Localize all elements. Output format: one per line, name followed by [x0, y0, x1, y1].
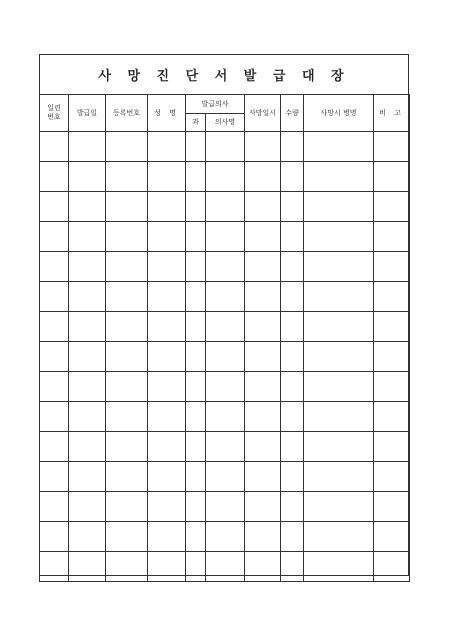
table-cell — [148, 432, 186, 462]
table-cell — [40, 432, 69, 462]
table-cell — [206, 432, 245, 462]
table-cell — [148, 222, 186, 252]
table-cell — [69, 162, 106, 192]
table-cell — [281, 402, 304, 432]
table-cell — [69, 342, 106, 372]
table-row — [40, 312, 410, 342]
table-cell — [206, 132, 245, 162]
table-cell — [281, 312, 304, 342]
table-cell — [40, 462, 69, 492]
table-cell — [304, 282, 374, 312]
ledger-rows — [40, 132, 410, 582]
table-cell — [69, 312, 106, 342]
table-cell — [245, 522, 281, 552]
table-cell — [40, 222, 69, 252]
table-cell — [304, 222, 374, 252]
table-cell — [69, 432, 106, 462]
table-cell — [69, 462, 106, 492]
table-cell — [40, 162, 69, 192]
table-cell — [281, 192, 304, 222]
table-cell — [245, 282, 281, 312]
table-cell — [374, 402, 410, 432]
table-cell — [148, 282, 186, 312]
table-cell — [245, 372, 281, 402]
table-cell — [106, 222, 148, 252]
table-row — [40, 222, 410, 252]
table-cell — [186, 252, 206, 282]
table-row — [40, 402, 410, 432]
ledger-table — [39, 94, 410, 582]
table-cell — [148, 132, 186, 162]
table-cell — [304, 432, 374, 462]
table-cell — [148, 372, 186, 402]
table-cell — [245, 192, 281, 222]
table-cell — [40, 282, 69, 312]
table-cell — [186, 432, 206, 462]
table-cell — [40, 342, 69, 372]
table-cell — [40, 312, 69, 342]
table-cell — [186, 402, 206, 432]
header-remarks: 비 고 — [374, 95, 410, 132]
table-cell — [148, 162, 186, 192]
table-cell — [40, 522, 69, 552]
header-death-datetime: 사망일시 — [245, 95, 281, 132]
table-cell — [186, 342, 206, 372]
table-cell — [245, 492, 281, 522]
table-cell — [281, 342, 304, 372]
table-cell — [304, 372, 374, 402]
table-row — [40, 192, 410, 222]
table-row — [40, 132, 410, 162]
table-cell — [148, 342, 186, 372]
table-cell — [186, 312, 206, 342]
table-cell — [206, 492, 245, 522]
table-cell — [206, 462, 245, 492]
table-cell — [206, 372, 245, 402]
table-cell — [206, 282, 245, 312]
table-cell — [374, 252, 410, 282]
table-cell — [374, 522, 410, 552]
table-cell — [245, 342, 281, 372]
table-cell — [374, 492, 410, 522]
table-cell — [304, 312, 374, 342]
table-cell — [281, 552, 304, 582]
table-cell — [304, 342, 374, 372]
header-name: 성 명 — [148, 95, 186, 132]
table-cell — [206, 222, 245, 252]
table-cell — [304, 492, 374, 522]
table-cell — [69, 372, 106, 402]
table-cell — [374, 162, 410, 192]
table-cell — [69, 522, 106, 552]
table-cell — [186, 282, 206, 312]
table-cell — [40, 492, 69, 522]
table-cell — [245, 252, 281, 282]
table-cell — [281, 132, 304, 162]
table-cell — [106, 132, 148, 162]
table-cell — [206, 162, 245, 192]
header-department: 과 — [186, 114, 206, 132]
table-cell — [245, 432, 281, 462]
table-cell — [304, 192, 374, 222]
header-serial-number — [40, 95, 69, 132]
table-cell — [281, 222, 304, 252]
table-cell — [106, 462, 148, 492]
table-cell — [374, 432, 410, 462]
header-copies: 수량 — [281, 95, 304, 132]
table-row — [40, 252, 410, 282]
table-cell — [69, 402, 106, 432]
table-cell — [304, 132, 374, 162]
table-cell — [148, 492, 186, 522]
table-cell — [374, 372, 410, 402]
table-cell — [304, 252, 374, 282]
table-cell — [186, 192, 206, 222]
table-cell — [281, 282, 304, 312]
table-cell — [40, 402, 69, 432]
table-cell — [106, 402, 148, 432]
table-cell — [245, 162, 281, 192]
table-cell — [148, 552, 186, 582]
header-cause-of-death: 사망시 병명 — [304, 95, 374, 132]
table-cell — [245, 312, 281, 342]
table-cell — [40, 252, 69, 282]
table-cell — [186, 162, 206, 192]
table-row — [40, 522, 410, 552]
table-row — [40, 462, 410, 492]
table-cell — [69, 252, 106, 282]
table-row — [40, 162, 410, 192]
table-cell — [206, 312, 245, 342]
table-cell — [304, 462, 374, 492]
table-cell — [106, 282, 148, 312]
table-cell — [245, 132, 281, 162]
header-registration-number: 등록번호 — [106, 95, 148, 132]
table-cell — [106, 492, 148, 522]
table-cell — [40, 132, 69, 162]
death-certificate-ledger — [39, 54, 409, 576]
table-cell — [69, 552, 106, 582]
table-row — [40, 372, 410, 402]
table-cell — [148, 192, 186, 222]
table-cell — [40, 192, 69, 222]
table-cell — [106, 162, 148, 192]
table-cell — [304, 402, 374, 432]
table-cell — [69, 282, 106, 312]
header-issuing-doctor: 발급의사 — [186, 95, 245, 114]
table-cell — [281, 492, 304, 522]
table-cell — [40, 372, 69, 402]
table-cell — [206, 252, 245, 282]
table-cell — [106, 372, 148, 402]
table-cell — [148, 462, 186, 492]
table-cell — [374, 132, 410, 162]
table-cell — [374, 462, 410, 492]
table-row — [40, 432, 410, 462]
table-cell — [206, 192, 245, 222]
table-cell — [281, 252, 304, 282]
table-cell — [186, 492, 206, 522]
table-cell — [106, 522, 148, 552]
table-cell — [106, 192, 148, 222]
table-cell — [374, 342, 410, 372]
table-cell — [245, 462, 281, 492]
table-cell — [106, 252, 148, 282]
table-cell — [304, 162, 374, 192]
table-row — [40, 282, 410, 312]
table-cell — [374, 282, 410, 312]
table-cell — [281, 522, 304, 552]
table-cell — [206, 402, 245, 432]
table-cell — [186, 222, 206, 252]
table-cell — [374, 222, 410, 252]
table-cell — [245, 402, 281, 432]
table-row — [40, 492, 410, 522]
table-cell — [40, 552, 69, 582]
table-cell — [186, 522, 206, 552]
table-cell — [148, 522, 186, 552]
header-doctor-name: 의사명 — [206, 114, 245, 132]
table-cell — [281, 462, 304, 492]
table-cell — [148, 312, 186, 342]
table-cell — [374, 312, 410, 342]
table-cell — [245, 222, 281, 252]
table-cell — [245, 552, 281, 582]
table-cell — [69, 222, 106, 252]
table-cell — [186, 552, 206, 582]
table-cell — [106, 342, 148, 372]
ledger-title: 사 망 진 단 서 발 급 대 장 — [40, 55, 408, 95]
header-serial-bottom: 번호 — [47, 113, 61, 121]
header-issue-date: 발급일 — [69, 95, 106, 132]
table-cell — [148, 252, 186, 282]
table-cell — [106, 432, 148, 462]
table-cell — [69, 192, 106, 222]
table-cell — [304, 522, 374, 552]
table-cell — [304, 552, 374, 582]
table-cell — [374, 192, 410, 222]
table-cell — [186, 462, 206, 492]
table-cell — [281, 432, 304, 462]
table-row — [40, 552, 410, 582]
table-cell — [206, 522, 245, 552]
table-cell — [374, 552, 410, 582]
table-cell — [106, 312, 148, 342]
header-serial-top: 일련 — [47, 104, 61, 112]
table-cell — [148, 402, 186, 432]
table-cell — [186, 372, 206, 402]
table-cell — [186, 132, 206, 162]
table-row — [40, 342, 410, 372]
table-cell — [281, 372, 304, 402]
table-cell — [106, 552, 148, 582]
table-cell — [69, 132, 106, 162]
table-cell — [281, 162, 304, 192]
table-cell — [206, 552, 245, 582]
table-cell — [69, 492, 106, 522]
table-cell — [206, 342, 245, 372]
